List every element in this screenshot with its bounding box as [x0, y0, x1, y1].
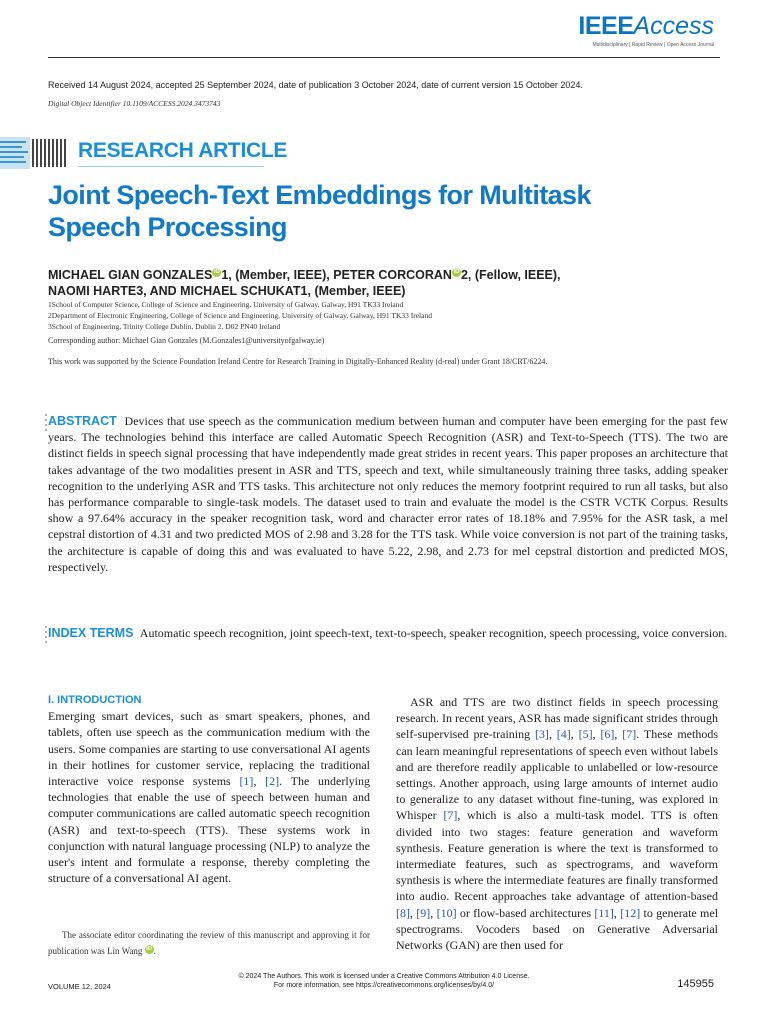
right-text-4: or flow-based architectures [456, 905, 595, 920]
right-column: ASR and TTS are two distinct fields in speech processing research. In recent years, ASR has made significant strides through self-supervised pre-training [3], [4], [5], [6], [7]. These methods can learn meaningful representations of speech even without labels and are therefore readily applicable to unlabelled or low-resource settings. Another approach, using large amounts of internet audio to generalize to any dataset without fine-tuning, was explored in Whisper [7], which is also a multi-task model. TTS is often divided into two stages: feature generation and waveform synthesis. Feature generation is where the text is transformed to intermediate features, such as spectrograms, and waveform synthesis is where the intermediate features are finally transformed into audio. Recent approaches take advantage of attention-based [8], [9], [10] or flow-based architectures [11], [12] to generate mel spectrograms. Vocoders based on Generative Adversarial Networks (GAN) are then used for [396, 695, 719, 953]
editor-footnote: The associate editor coordinating the review of this manuscript and approving it for publication was Lin Wang iD . [48, 930, 370, 956]
article-type: RESEARCH ARTICLE [78, 139, 288, 162]
orcid-icon[interactable]: iD [146, 945, 153, 952]
intro-text-1: Emerging smart devices, such as smart speakers, phones, and tablets, often use speech as the communication medium with the users. Some companies are starting to use conversational AI agents in their hotlines for customer service, replacing the traditional interactive voice response systems [48, 709, 370, 789]
index-terms-heading: INDEX TERMS [48, 626, 134, 640]
right-text-5: to generate mel spectrograms. Vocoders based on Generative Adversarial Networks (GAN) are then used for [396, 905, 719, 953]
citation-link[interactable]: [8] [396, 905, 410, 920]
author-1-suffix: 1, (Member, IEEE), PETER CORCORAN [221, 268, 452, 282]
header-rule [48, 57, 720, 58]
citation-link[interactable]: [7] [622, 727, 637, 742]
title-line-1: Joint Speech-Text Embeddings for Multitask [48, 180, 591, 210]
license-notice [0, 972, 768, 990]
citation-link[interactable]: [7] [443, 808, 458, 823]
citation-link[interactable]: [4] [556, 727, 571, 742]
volume-info: VOLUME 12, 2024 [48, 982, 111, 991]
citation-link[interactable]: [5] [578, 727, 593, 742]
citation-link[interactable]: [6] [600, 727, 615, 742]
right-text-2: . These methods can learn meaningful representations of speech even without labels and are therefore readily applicable to unlabelled or low-resource settings. Another approach, using large amounts of internet audio to generalize to any dataset without fine-tuning, was explored in Whisper [396, 727, 718, 823]
author-list [48, 267, 728, 299]
title-line-2: Speech Processing [48, 212, 287, 242]
author-1: MICHAEL GIAN GONZALES [48, 268, 213, 282]
orcid-icon[interactable]: iD [213, 269, 220, 275]
license-line-2[interactable]: For more information, see https://creativecommons.org/licenses/by/4.0/ [273, 982, 495, 989]
citation-link[interactable]: [9] [416, 905, 431, 920]
citation-link[interactable]: [3] [534, 727, 549, 742]
left-column [48, 692, 370, 886]
section-heading-introduction: I. INTRODUCTION [48, 694, 142, 706]
logo-ieee: IEEE [578, 12, 634, 40]
abstract [48, 413, 728, 575]
received-dates: Received 14 August 2024, accepted 25 September 2024, date of publication 3 October 2024, date of current version 15 October 2024. [48, 80, 583, 90]
footnote-text: The associate editor coordinating the review of this manuscript and approving it for publication was Lin Wang [48, 930, 370, 956]
journal-tagline: Multidisciplinary | Rapid Review | Open Access Journal [592, 42, 714, 48]
article-type-underline [78, 166, 264, 167]
citation-link[interactable]: [12] [620, 905, 641, 920]
right-text-3: , which is also a multi-task model. TTS is often divided into two stages: feature generation and waveform synthesis. Feature generation is where the text is transformed to intermediate features, such as spectrograms, and waveform synthesis is where the intermediate features are finally transformed into audio. Recent approaches take advantage of attention-based [396, 808, 719, 904]
citation-link[interactable]: [10] [436, 905, 457, 920]
affiliations [48, 299, 432, 332]
index-terms-dots-icon [45, 626, 49, 646]
affiliation-3: 3School of Engineering, Trinity College Dublin, Dublin 2, D02 PN40 Ireland [48, 322, 281, 331]
journal-logo [578, 14, 714, 48]
page-number: 145955 [677, 978, 714, 990]
author-line-2: NAOMI HARTE3, AND MICHAEL SCHUKAT1, (Member, IEEE) [48, 284, 406, 298]
intro-text-2: . The underlying technologies that enable the use of speech between human and computer communications are called automatic speech recognition (ASR) and text-to-speech (TTS). These systems work in conjunction with natural language processing (NLP) to analyze the user's intent and formulate a response, thereby completing the structure of a conversational AI agent. [48, 774, 370, 886]
license-line-1: © 2024 The Authors. This work is licensed under a Creative Commons Attribution 4.0 License. [238, 973, 530, 980]
affiliation-1: 1School of Computer Science, College of Science and Engineering, University of Galway, Galway, H91 TK33 Ireland [48, 300, 404, 309]
author-line-1 [48, 267, 728, 283]
abstract-heading: ABSTRACT [48, 414, 117, 428]
research-article-bars-icon [0, 137, 70, 169]
paper-title [48, 179, 688, 243]
author-2-suffix: 2, (Fellow, IEEE), [460, 268, 561, 282]
citation-link[interactable]: [11] [594, 905, 614, 920]
affiliation-2: 2Department of Electronic Engineering, College of Science and Engineering, University of Galway, Galway, H91 TK33 Ireland [48, 311, 432, 320]
abstract-dots-icon [45, 414, 49, 434]
index-terms-text: Automatic speech recognition, joint speech-text, text-to-speech, speaker recognition, speech processing, voice conversion. [139, 626, 728, 640]
intro-paragraph: Emerging smart devices, such as smart speakers, phones, and tablets, often use speech as the communication medium with the users. Some companies are starting to use conversational AI agents in their hotlines for customer service, replacing the traditional interactive voice response systems [1], [2]. The underlying technologies that enable the use of speech between human and computer communications are called automatic speech recognition (ASR) and text-to-speech (TTS). These systems work in conjunction with natural language processing (NLP) to analyze the user's intent and formulate a response, thereby completing the structure of a conversational AI agent. [48, 709, 370, 886]
orcid-icon[interactable]: iD [453, 269, 460, 275]
citation-link[interactable]: [1] [239, 774, 254, 789]
citation-link[interactable]: [2] [265, 774, 280, 789]
funding-note: This work was supported by the Science Foundation Ireland Centre for Research Training in Digitally-Enhanced Reality (d-real) under Grant 18/CRT/6224. [48, 357, 548, 366]
abstract-text: Devices that use speech as the communication medium between human and computer have been emerging for the past few years. The technologies behind this interface are called Automatic Speech Recognition (ASR) and Text-to-Speech (TTS). The two are distinct fields in speech signal processing that have independently made great strides in recent years. This paper proposes an architecture that takes advantage of the two modalities present in ASR and TTS, speech and text, while simultaneously training three tasks, adding speaker recognition to the underlying ASR and TTS tasks. This architecture not only reduces the memory footprint required to run all tasks, but also has performance comparable to single-task models. The dataset used to train and evaluate the model is the CSTR VCTK Corpus. Results show a 97.64% accuracy in the speaker recognition task, word and character error rates of 18.18% and 7.95% for the ASR task, a mel cepstral distortion of 4.31 and two predicted MOS of 2.98 and 3.28 for the TTS task. While voice conversion is not part of the training tasks, the architecture is capable of doing this and was evaluated to have 5.22, 2.98, and 2.73 for mel cepstral distortion and predicted MOS, respectively. [48, 414, 729, 574]
corresponding-author: Corresponding author: Michael Gian Gonzales (M.Gonzales1@universityofgalway.ie) [48, 336, 325, 345]
index-terms [48, 625, 728, 641]
logo-access: Access [633, 12, 714, 40]
doi: Digital Object Identifier 10.1109/ACCESS.2024.3473743 [48, 99, 221, 108]
right-text-1: ASR and TTS are two distinct fields in speech processing research. In recent years, ASR has made significant strides through self-supervised pre-training [396, 695, 718, 742]
